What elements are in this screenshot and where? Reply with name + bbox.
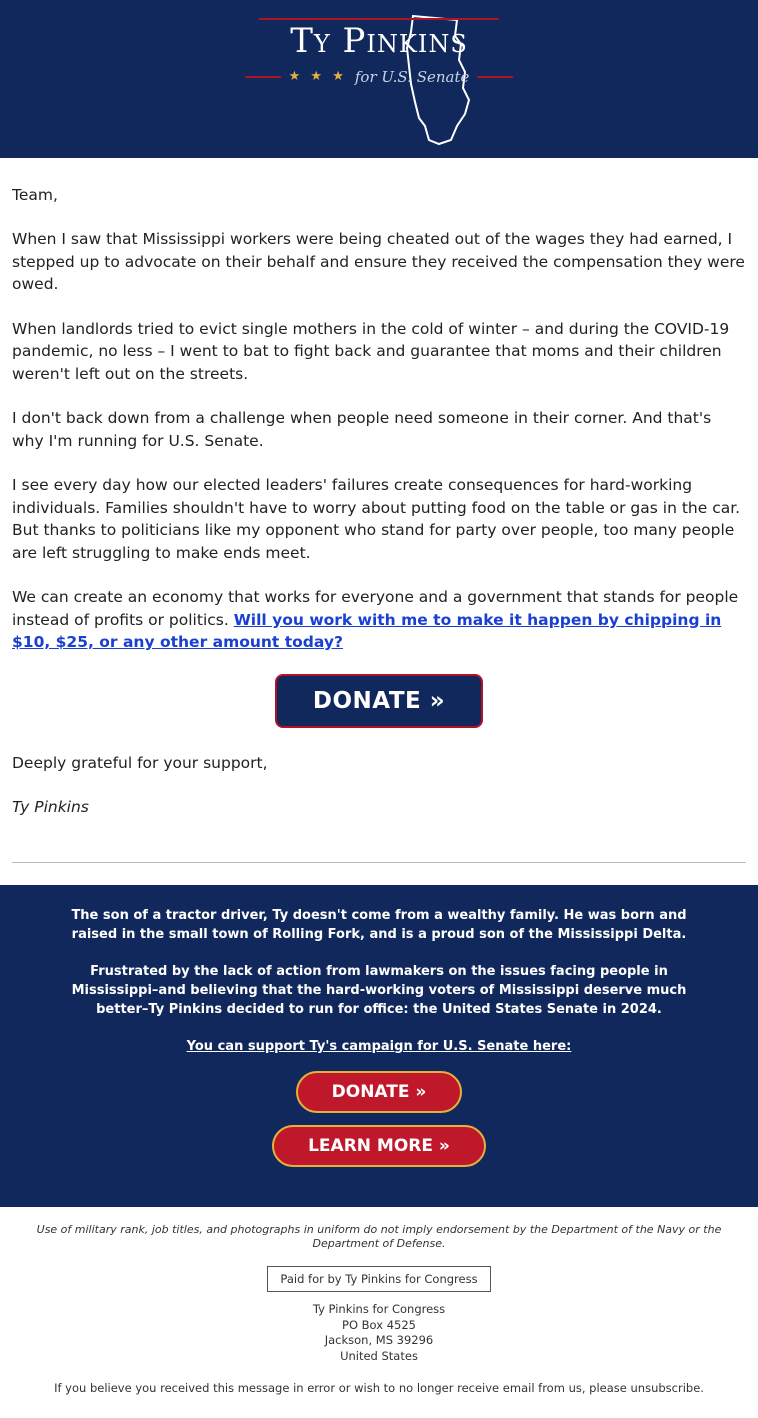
address-line-3: Jackson, MS 39296 [30,1333,728,1349]
logo-lockup [229,18,529,86]
logo-left-rule [245,76,281,78]
bio-paragraph-1: The son of a tractor driver, Ty doesn't come from a wealthy family. He was born and raised in the small town of Rolling Fork, and is a proud son of the Mississippi Delta. [70,907,688,945]
donate-button-wrapper [12,674,746,728]
address-line-4: United States [30,1349,728,1365]
donate-inline-link[interactable]: Will you work with me to make it happen by chipping in $10, $25, or any other amount today? [12,611,721,651]
bio-paragraph-2: Frustrated by the lack of action from lawmakers on the issues facing people in Mississippi–and believing that the hard-working voters of Mississippi deserve much better–Ty Pinkins decided to run for office: the United States Senate in 2024. [70,963,688,1020]
logo-bottom-row [229,68,529,86]
logo-right-rule [477,76,513,78]
logo-tagline: for U.S. Senate [355,68,470,86]
section-divider [12,862,746,863]
bio-support-line: You can support Ty's campaign for U.S. Senate here: [70,1038,688,1057]
body-paragraph-1: When I saw that Mississippi workers were being cheated out of the wages they had earned, I stepped up to advocate on their behalf and ensure they received the compensation they were owed. [12,228,746,295]
unsubscribe-text[interactable]: If you believe you received this message in error or wish to no longer receive email from us, please unsubscribe. [30,1380,728,1396]
body-paragraph-3: I don't back down from a challenge when people need someone in their corner. And that's why I'm running for U.S. Senate. [12,407,746,452]
greeting: Team, [12,184,746,206]
address-line-2: PO Box 4525 [30,1318,728,1334]
stars-icon: ★ ★ ★ [289,70,347,83]
email-footer [0,1207,758,1418]
military-disclaimer: Use of military rank, job titles, and photographs in uniform do not imply endorsement by the Department of the Navy or the Department of Defense. [30,1223,728,1253]
bio-donate-wrapper [70,1071,688,1125]
email-body [0,158,758,846]
address-line-1: Ty Pinkins for Congress [30,1302,728,1318]
bio-section [0,885,758,1206]
logo-top-rule [259,18,499,20]
body-paragraph-4: I see every day how our elected leaders' failures create consequences for hard-working individuals. Families shouldn't have to worry about putting food on the table or gas in the car. But thanks to politicians like my opponent who stand for party over people, too many people are left struggling to make ends meet. [12,474,746,564]
closing-paragraph [12,586,746,653]
mailing-address [30,1302,728,1364]
donate-button[interactable]: DONATE » [275,674,483,728]
body-paragraph-2: When landlords tried to evict single mothers in the cold of winter – and during the COVID-19 pandemic, no less – I went to bat to fight back and guarantee that moms and their children weren't left out on the streets. [12,318,746,385]
paid-for-box: Paid for by Ty Pinkins for Congress [267,1266,490,1292]
logo-name: Ty Pinkins [229,24,529,60]
signoff-text: Deeply grateful for your support, [12,752,746,774]
bio-learn-more-button[interactable]: LEARN MORE » [272,1125,486,1167]
email-header [0,0,758,158]
signature-text: Ty Pinkins [12,796,746,818]
bio-donate-button[interactable]: DONATE » [296,1071,463,1113]
closing-lead-text: We can create an economy that works for everyone and a government that stands for people instead of profits or politics. [12,588,738,628]
bio-learn-more-wrapper [70,1125,688,1179]
logo-wrapper [0,0,758,158]
